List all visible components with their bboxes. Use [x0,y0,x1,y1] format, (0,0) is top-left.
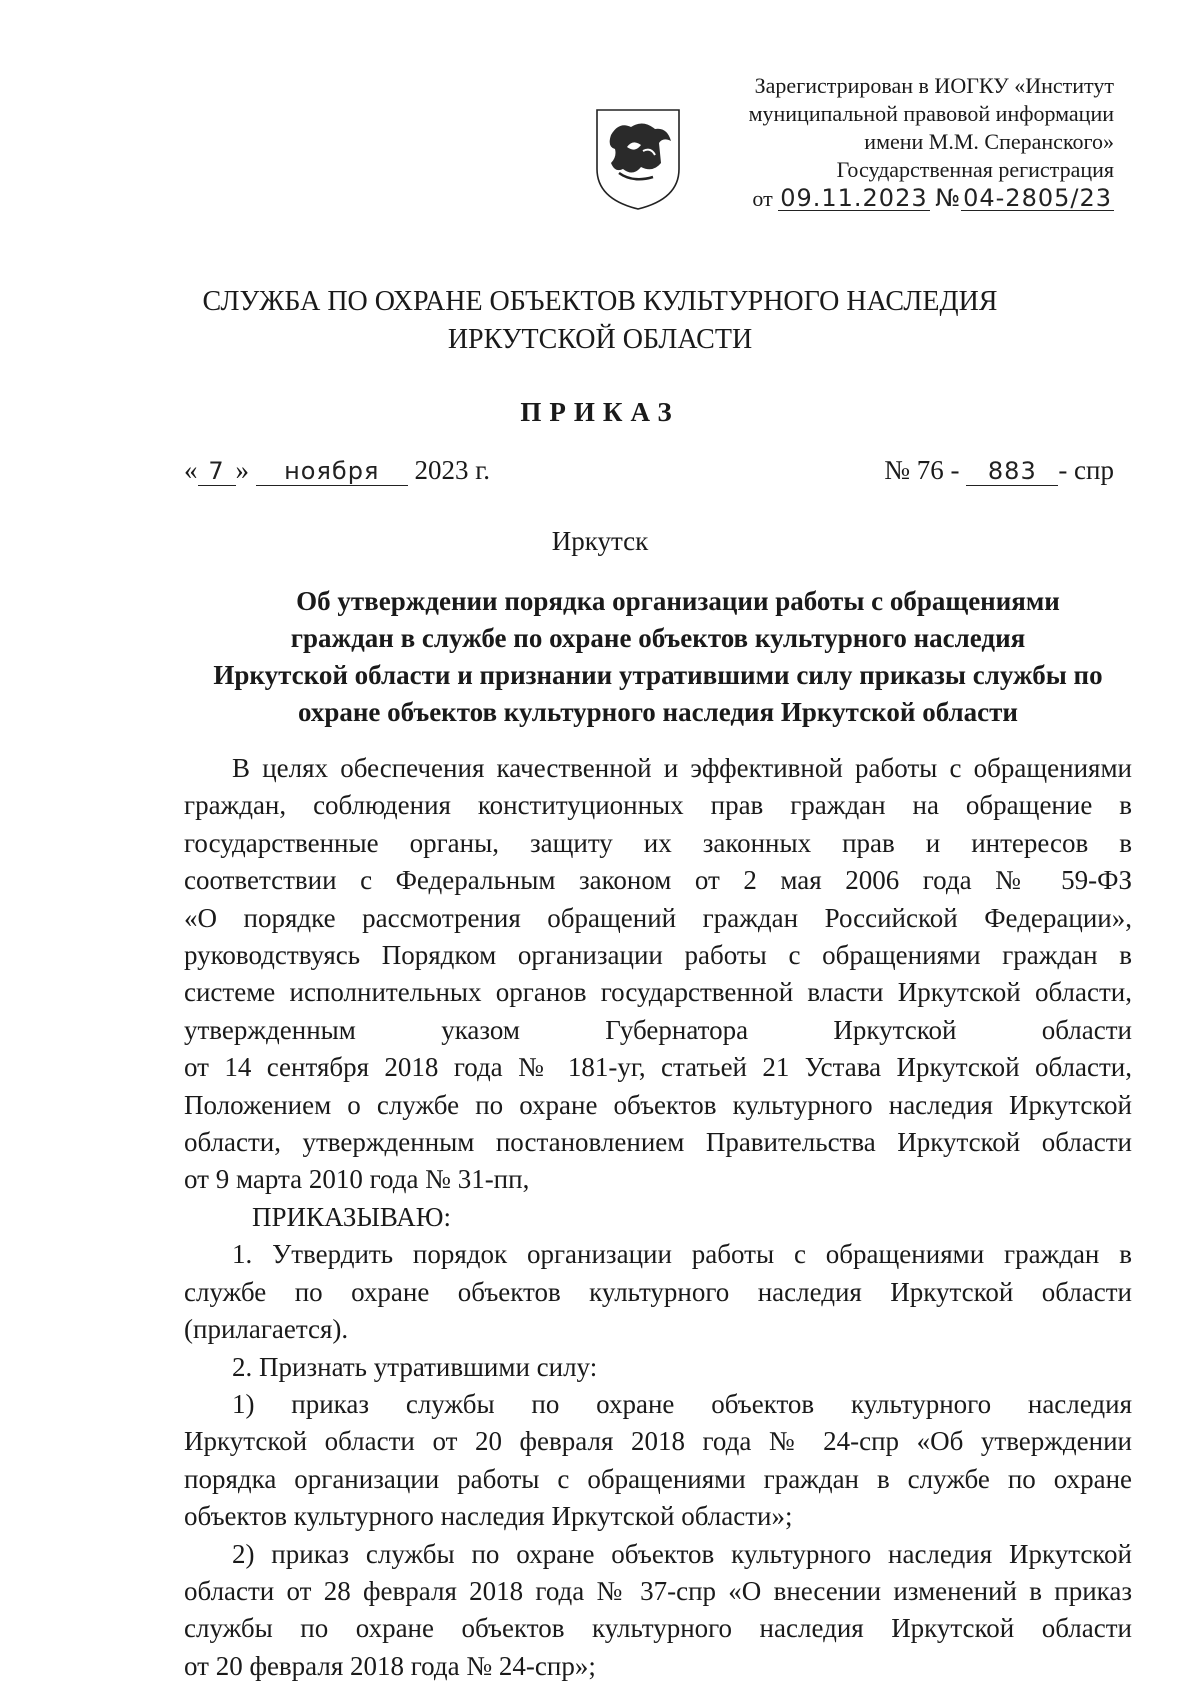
title-line: Об утверждении порядка организации работы с обращениями [296,586,1060,616]
body-line: утвержденным указом Губернатора Иркутской области [184,1014,1132,1045]
body-line: от 20 февраля 2018 года № 24-спр»; [184,1650,596,1681]
order-number-suffix: - спр [1058,455,1114,485]
body-line: 2. Признать утратившими силу: [232,1351,598,1382]
date-close-quote: » [235,455,249,485]
title-line: охране объектов культурного наследия Иркутской области [298,697,1018,727]
registration-stamp [694,72,1114,213]
body-line: Положением о службе по охране объектов культурного наследия Иркутской [184,1089,1132,1120]
order-body [184,750,1132,1685]
coat-of-arms-icon [593,107,683,212]
body-line: области, утвержденным постановлением Правительства Иркутской области [184,1127,1132,1158]
body-line: руководствуясь Порядком организации работы с обращениями граждан в [184,940,1132,971]
order-number [884,455,1114,486]
registration-number-prefix: № [935,184,962,212]
registration-line: Зарегистрирован в ИОГКУ «Институт [754,73,1114,98]
body-line: государственные органы, защиту их законных прав и интересов в [184,827,1132,858]
body-line: 1) приказ службы по охране объектов культурного наследия [232,1388,1132,1419]
organization-line: ИРКУТСКОЙ ОБЛАСТИ [447,324,753,355]
order-number-value: 883 [966,457,1058,486]
body-line: порядка организации работы с обращениями граждан в службе по охране [184,1463,1132,1494]
body-line: граждан, соблюдения конституционных прав граждан на обращение в [184,790,1132,821]
body-line: объектов культурного наследия Иркутской области»; [184,1501,793,1532]
document-type: ПРИКАЗ [520,397,680,427]
title-line: граждан в службе по охране объектов культурного наследия [290,623,1026,653]
body-line: 1. Утвердить порядок организации работы с обращениями граждан в [232,1239,1132,1270]
registration-line: Государственная регистрация [836,157,1114,182]
body-line: службы по охране объектов культурного наследия Иркутской области [184,1613,1132,1644]
organization-line: СЛУЖБА ПО ОХРАНЕ ОБЪЕКТОВ КУЛЬТУРНОГО НАСЛЕДИЯ [202,286,998,317]
organization-name [0,283,1200,359]
body-line: Иркутской области от 20 февраля 2018 года № 24-спр «Об утверждении [184,1426,1132,1457]
body-line: В целях обеспечения качественной и эффективной работы с обращениями [232,753,1132,783]
registration-line: имени М.М. Сперанского» [864,129,1114,154]
order-date [184,455,490,486]
body-line: службе по охране объектов культурного наследия Иркутской области [184,1276,1132,1307]
order-year: 2023 г. [414,455,491,485]
order-month: ноября [256,457,408,486]
registration-date-line [694,184,1114,213]
body-line: системе исполнительных органов государственной власти Иркутской области, [184,977,1132,1008]
date-open-quote: « [184,455,198,485]
body-line: «О порядке рассмотрения обращений граждан Российской Федерации», [184,902,1132,933]
registration-number: 04-2805/23 [963,184,1112,212]
body-line: соответствии с Федеральным законом от 2 мая 2006 года № 59-ФЗ [184,865,1132,896]
body-line: от 14 сентября 2018 года № 181-уг, статьей 21 Устава Иркутской области, [184,1052,1132,1083]
body-line: (прилагается). [184,1314,349,1345]
title-line: Иркутской области и признании утратившими силу приказы службы по [213,660,1103,690]
order-title [184,583,1132,731]
registration-date: 09.11.2023 [780,184,928,212]
city: Иркутск [551,526,649,556]
body-line: от 9 марта 2010 года № 31-пп, [184,1164,530,1195]
registration-line: муниципальной правовой информации [748,101,1114,126]
body-line: ПРИКАЗЫВАЮ: [252,1201,451,1232]
order-number-prefix: № 76 - [884,455,960,485]
registration-date-prefix: от [752,186,773,211]
body-line: области от 28 февраля 2018 года № 37-спр «О внесении изменений в приказ [184,1575,1132,1606]
body-line: 2) приказ службы по охране объектов культурного наследия Иркутской [232,1538,1132,1569]
order-day: 7 [198,457,236,486]
